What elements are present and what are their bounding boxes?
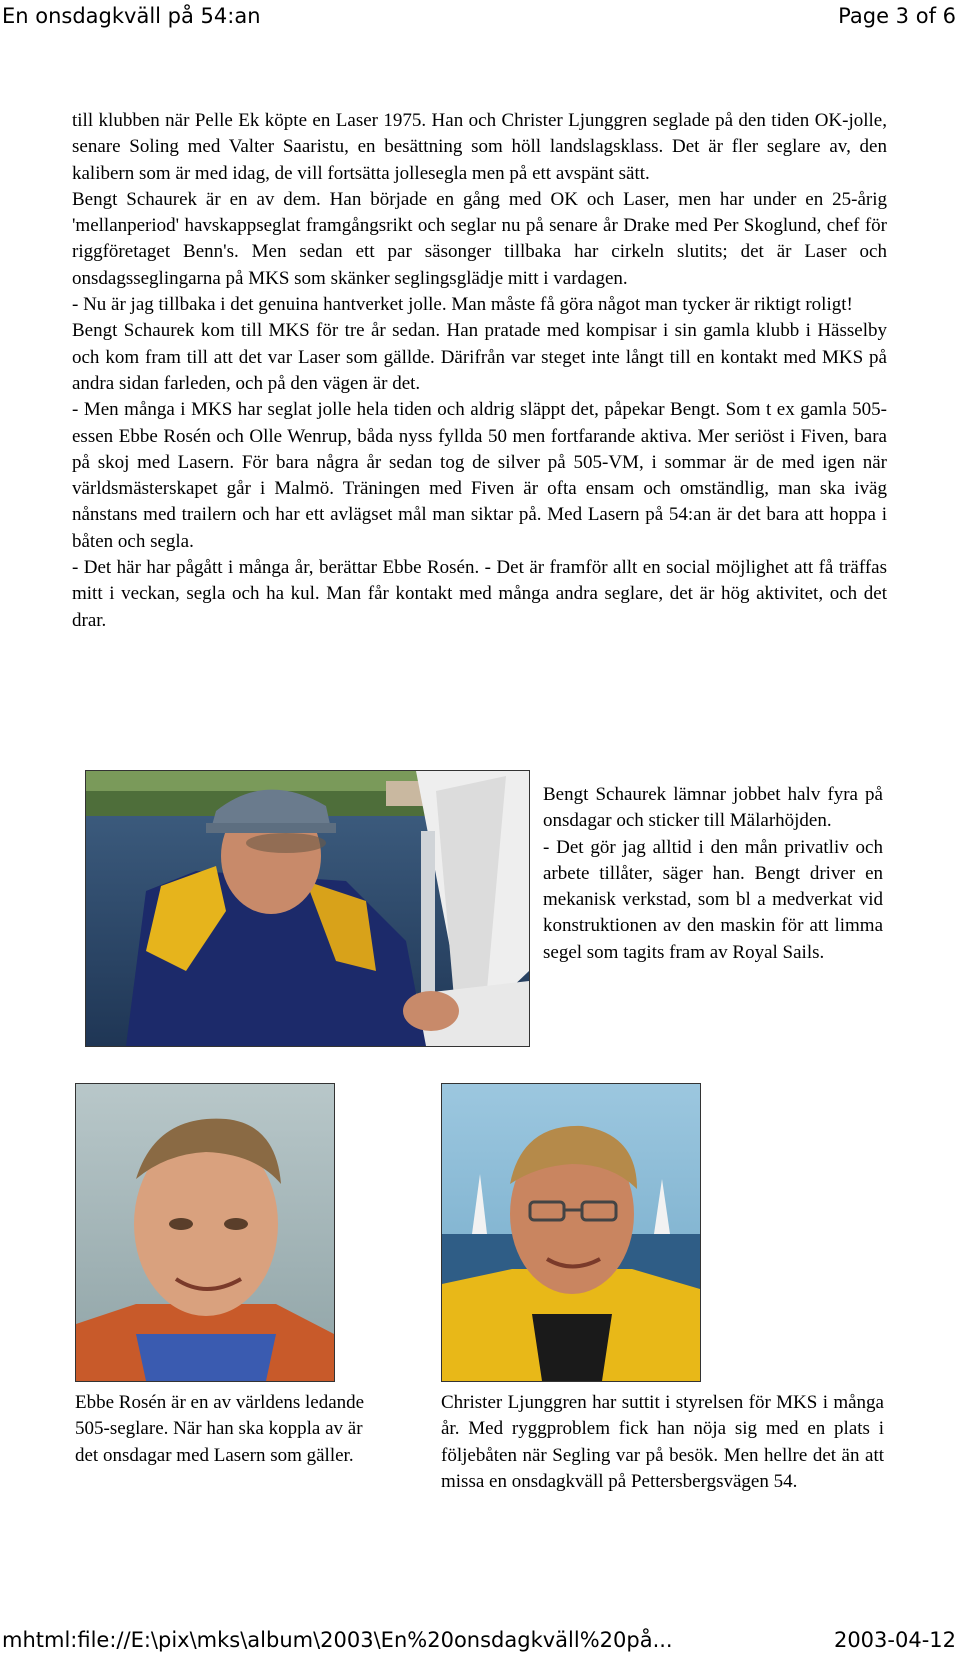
caption-ebbe-rosen bbox=[75, 1390, 375, 1469]
caption-paragraph: - Det gör jag alltid i den mån privatliv och arbete tillåter, säger han. Bengt driver en mekanisk verkstad, som bl a medverkat vid konstruktionen av den maskin för att limma segel som tagits fram av Royal Sails. bbox=[543, 836, 883, 963]
article-paragraph: Bengt Schaurek kom till MKS för tre år sedan. Han pratade med kompisar i sin gamla klubb i Hässelby och kom fram till att det var Laser som gällde. Därifrån var steget inte långt till en kontakt med MKS på andra sidan farleden, och på den vägen är det. bbox=[72, 320, 887, 394]
photo-ebbe-rosen bbox=[75, 1083, 335, 1382]
caption-paragraph: Christer Ljunggren har suttit i styrelsen för MKS i många år. Med ryggproblem fick han nöja sig med en plats i följebåten när Segling var på besök. Men hellre det än att missa en onsdagkväll på Pettersbergsvägen 54. bbox=[441, 1392, 884, 1492]
photo-bengt-schaurek bbox=[85, 770, 530, 1047]
article-paragraph: - Nu är jag tillbaka i det genuina hantverket jolle. Man måste få göra något man tycker är riktigt roligt! bbox=[72, 294, 853, 316]
article-paragraph: - Det här har pågått i många år, berättar Ebbe Rosén. - Det är framför allt en social möjlighet att få träffas mitt i veckan, segla och ha kul. Man får kontakt med många andra seglare, det är hög aktivitet, och det drar. bbox=[72, 557, 887, 631]
article-paragraph: till klubben när Pelle Ek köpte en Laser 1975. Han och Christer Ljunggren seglade på den tiden OK-jolle, senare Soling med Valter Saaristu, en besättning som höll landslagsklass. Det är fler seglare av, den kalibern som är med idag, de vill fortsätta jollesegla men på ett avspänt sätt. bbox=[72, 110, 887, 184]
caption-paragraph: Bengt Schaurek lämnar jobbet halv fyra på onsdagar och sticker till Mälarhöjden. bbox=[543, 784, 883, 832]
caption-bengt-schaurek bbox=[543, 782, 883, 966]
article-body bbox=[72, 108, 887, 634]
photo-christer-ljunggren bbox=[441, 1083, 701, 1382]
caption-paragraph: Ebbe Rosén är en av världens ledande 505-seglare. När han ska koppla av är det onsdagar med Lasern som gäller. bbox=[75, 1392, 365, 1466]
article-paragraph: - Men många i MKS har seglat jolle hela tiden och aldrig släppt det, påpekar Bengt. Som t ex gamla 505-essen Ebbe Rosén och Olle Wenrup, båda nyss fyllda 50 men fortfarande aktiva. Mer seriöst i Fiven, bara på skoj med Lasern. För bara några år sedan tog de silver på 505-VM, i sommar är de med igen när världsmästerskapet går i Malmö. Träningen med Fiven är ofta ensam och omständlig, man ska iväg nånstans med trailern och har ett avlägset mål man siktar på. Med Lasern på 54:an är det bara att hoppa i båten och segla. bbox=[72, 399, 887, 552]
article-paragraph: Bengt Schaurek är en av dem. Han började en gång med OK och Laser, men har under en 25-årig 'mellanperiod' havskappseglat framgångsrikt och seglar nu på senare år Drake med Per Skoglund, chef för riggföretaget Benn's. Men sedan ett par säsonger tillbaka har cirkeln slutits; det är Laser och onsdagsseglingarna på MKS som skänker seglingsglädje mitt i vardagen. bbox=[72, 188, 887, 289]
file-path: mhtml:file://E:\pix\mks\album\2003\En%20onsdagkväll%20på... bbox=[2, 1628, 673, 1652]
page-number: Page 3 of 6 bbox=[838, 4, 956, 28]
caption-christer-ljunggren bbox=[441, 1390, 884, 1495]
page-title: En onsdagkväll på 54:an bbox=[2, 4, 261, 28]
print-date: 2003-04-12 bbox=[833, 1628, 956, 1652]
